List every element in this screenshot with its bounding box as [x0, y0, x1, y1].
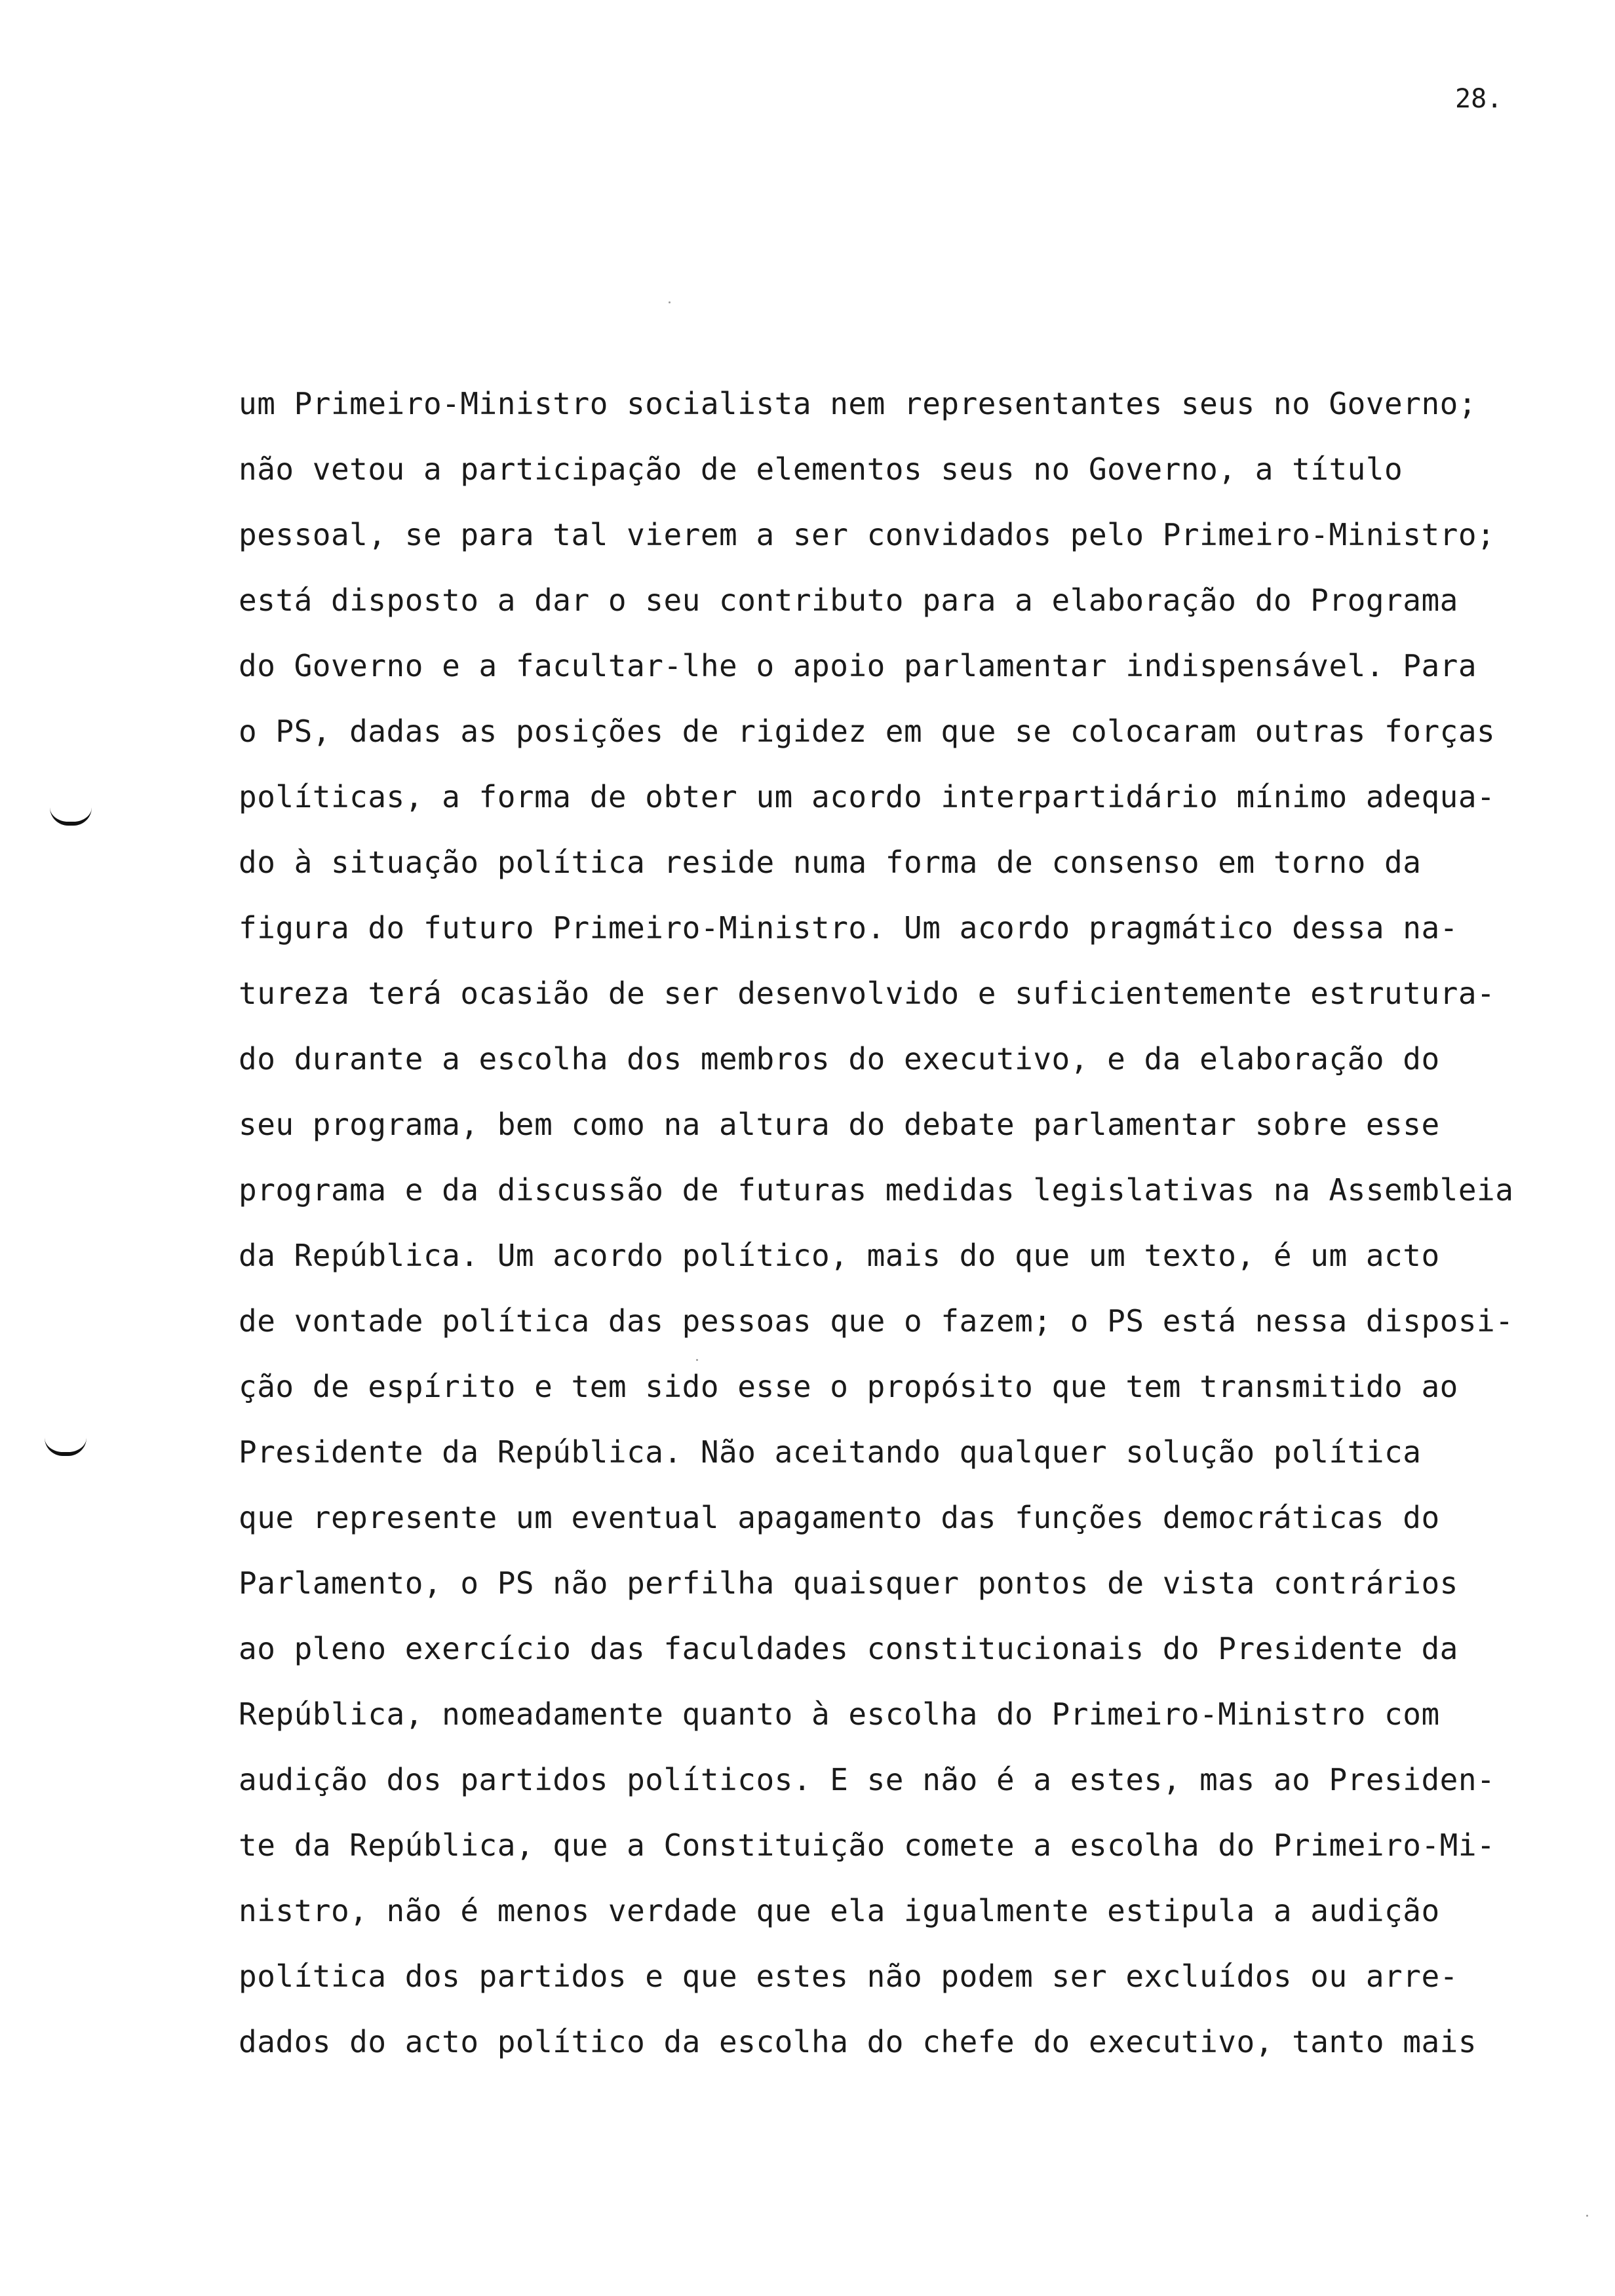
text-line: nistro, não é menos verdade que ela igualmente estipula a audição [239, 1893, 1440, 1928]
text-line: Presidente da República. Não aceitando qualquer solução política [239, 1434, 1422, 1470]
text-line: não vetou a participação de elementos seus no Governo, a título [239, 451, 1403, 487]
text-line: que represente um eventual apagamento das funções democráticas do [239, 1500, 1440, 1535]
text-line: República, nomeadamente quanto à escolha do Primeiro-Ministro com [239, 1696, 1440, 1732]
text-line: tureza terá ocasião de ser desenvolvido e suficientemente estrutura- [239, 976, 1496, 1011]
text-line: seu programa, bem como na altura do debate parlamentar sobre esse [239, 1107, 1440, 1142]
text-line: da República. Um acordo político, mais do que um texto, é um acto [239, 1238, 1440, 1273]
text-line: do durante a escolha dos membros do executivo, e da elaboração do [239, 1041, 1440, 1077]
text-line: política dos partidos e que estes não podem ser excluídos ou arre- [239, 1959, 1458, 1994]
text-line: figura do futuro Primeiro-Ministro. Um acordo pragmático dessa na- [239, 910, 1458, 946]
text-line: te da República, que a Constituição comete a escolha do Primeiro-Mi- [239, 1827, 1496, 1863]
text-line: de vontade política das pessoas que o fazem; o PS está nessa disposi- [239, 1303, 1514, 1339]
text-line: ção de espírito e tem sido esse o propósito que tem transmitido ao [239, 1369, 1458, 1404]
text-line: políticas, a forma de obter um acordo interpartidário mínimo adequa- [239, 779, 1496, 814]
punch-hole-mark-lower [45, 1438, 87, 1456]
text-line: está disposto a dar o seu contributo para a elaboração do Programa [239, 583, 1458, 618]
text-line: Parlamento, o PS não perfilha quaisquer pontos de vista contrários [239, 1565, 1458, 1601]
text-line: dados do acto político da escolha do chefe do executivo, tanto mais [239, 2024, 1477, 2059]
text-line: audição dos partidos políticos. E se não é a estes, mas ao Presiden- [239, 1762, 1496, 1797]
text-line: pessoal, se para tal vierem a ser convidados pelo Primeiro-Ministro; [239, 517, 1496, 552]
text-line: ao pleno exercício das faculdades constitucionais do Presidente da [239, 1631, 1458, 1666]
punch-hole-mark-upper [50, 807, 92, 826]
body-paragraph [239, 371, 1589, 2075]
text-line: o PS, dadas as posições de rigidez em que se colocaram outras forças [239, 714, 1496, 749]
text-line: do Governo e a facultar-lhe o apoio parlamentar indispensável. Para [239, 648, 1477, 683]
text-line: um Primeiro-Ministro socialista nem representantes seus no Governo; [239, 386, 1477, 421]
text-line: programa e da discussão de futuras medidas legislativas na Assembleia [239, 1172, 1514, 1208]
page-number: 28. [1455, 84, 1503, 114]
scan-speck [1586, 2215, 1588, 2217]
text-line: do à situação política reside numa forma de consenso em torno da [239, 845, 1422, 880]
scan-speck [669, 301, 671, 303]
